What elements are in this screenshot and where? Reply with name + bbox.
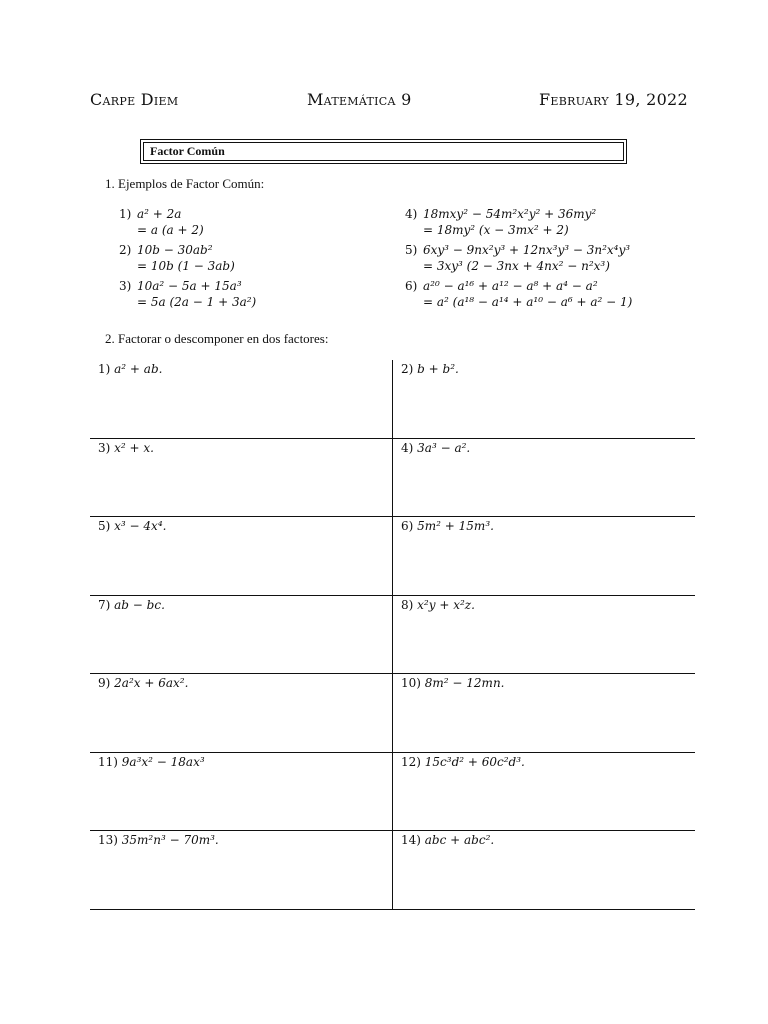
example-result: = a² (a¹⁸ − a¹⁴ + a¹⁰ − a⁶ + a² − 1): [423, 295, 633, 309]
exercise-expression: x² + x.: [114, 440, 154, 455]
example-expression: a² + 2a: [137, 207, 182, 221]
exercise-cell[interactable]: [392, 831, 694, 909]
exercise-cell[interactable]: [90, 517, 392, 595]
exercise-grid: [90, 360, 695, 910]
section-2-heading: 2. Factorar o descomponer en dos factores:: [105, 331, 329, 346]
exercise-expression: 5m² + 15m³.: [417, 519, 494, 533]
example-2: [119, 242, 235, 274]
header-date: February 19, 2022: [539, 90, 689, 109]
exercise-number: 7): [98, 597, 111, 612]
example-number: 2): [119, 243, 132, 257]
exercise-cell[interactable]: [90, 674, 392, 752]
exercise-expression: a² + ab.: [114, 362, 163, 376]
exercise-number: 14): [401, 833, 421, 847]
exercise-expression: x³ − 4x⁴.: [114, 519, 167, 533]
exercise-row: [90, 831, 695, 910]
exercise-cell[interactable]: [392, 596, 694, 674]
exercise-cell[interactable]: [392, 439, 694, 517]
example-expression: 10a² − 5a + 15a³: [137, 279, 242, 293]
example-number: 1): [119, 207, 132, 221]
example-5: [405, 242, 630, 274]
example-expression: a²⁰ − a¹⁶ + a¹² − a⁸ + a⁴ − a²: [423, 279, 598, 293]
exercise-number: 11): [98, 754, 118, 769]
exercise-expression: 15c³d² + 60c²d³.: [424, 754, 525, 769]
example-expression: 6xy³ − 9nx²y³ + 12nx³y³ − 3n²x⁴y³: [423, 243, 631, 257]
exercise-number: 10): [401, 676, 421, 690]
exercise-number: 9): [98, 676, 111, 690]
exercise-row: [90, 517, 695, 596]
exercise-number: 3): [98, 440, 111, 455]
exercise-row: [90, 674, 695, 753]
example-number: 3): [119, 279, 132, 293]
exercise-number: 5): [98, 519, 111, 533]
exercise-cell[interactable]: [90, 596, 392, 674]
example-number: 5): [405, 243, 418, 257]
exercise-row: [90, 596, 695, 675]
section-1-heading: 1. Ejemplos de Factor Común:: [105, 176, 265, 191]
example-4: [405, 206, 596, 238]
exercise-expression: 35m²n³ − 70m³.: [121, 833, 219, 847]
title-box: [140, 139, 627, 164]
exercise-cell[interactable]: [392, 517, 694, 595]
exercise-cell[interactable]: [90, 439, 392, 517]
exercise-expression: b + b².: [417, 362, 459, 376]
exercise-cell[interactable]: [90, 360, 392, 438]
example-number: 4): [405, 207, 418, 221]
exercise-number: 8): [401, 597, 414, 612]
exercise-row: [90, 360, 695, 439]
exercise-cell[interactable]: [392, 753, 694, 831]
exercise-expression: abc + abc².: [424, 833, 495, 847]
exercise-number: 2): [401, 362, 414, 376]
exercise-expression: 8m² − 12mn.: [424, 676, 505, 690]
example-number: 6): [405, 279, 418, 293]
exercise-number: 12): [401, 754, 421, 769]
example-3: [119, 278, 256, 310]
title-box-label: Factor Común: [143, 142, 624, 161]
exercise-expression: 9a³x² − 18ax³: [121, 754, 205, 769]
exercise-expression: 2a²x + 6ax².: [114, 676, 189, 690]
exercise-cell[interactable]: [90, 753, 392, 831]
exercise-cell[interactable]: [90, 831, 392, 909]
example-expression: 18mxy² − 54m²x²y² + 36my²: [423, 207, 597, 221]
exercise-row: [90, 439, 695, 518]
exercise-cell[interactable]: [392, 360, 694, 438]
header-left: Carpe Diem: [90, 90, 179, 109]
exercise-number: 1): [98, 362, 111, 376]
exercise-expression: x²y + x²z.: [417, 597, 475, 612]
example-result: = a (a + 2): [137, 223, 204, 237]
exercise-number: 13): [98, 833, 118, 847]
example-result: = 10b (1 − 3ab): [137, 259, 235, 273]
exercise-expression: ab − bc.: [114, 597, 165, 612]
example-result: = 18my² (x − 3mx² + 2): [423, 223, 569, 237]
example-result: = 3xy³ (2 − 3nx + 4nx² − n²x³): [423, 259, 610, 273]
example-6: [405, 278, 632, 310]
exercise-number: 4): [401, 440, 414, 455]
example-result: = 5a (2a − 1 + 3a²): [137, 295, 257, 309]
example-1: [119, 206, 204, 238]
exercise-expression: 3a³ − a².: [417, 440, 471, 455]
example-expression: 10b − 30ab²: [137, 243, 213, 257]
header-center: Matemática 9: [307, 90, 412, 109]
exercise-number: 6): [401, 519, 414, 533]
exercise-cell[interactable]: [392, 674, 694, 752]
exercise-row: [90, 753, 695, 832]
